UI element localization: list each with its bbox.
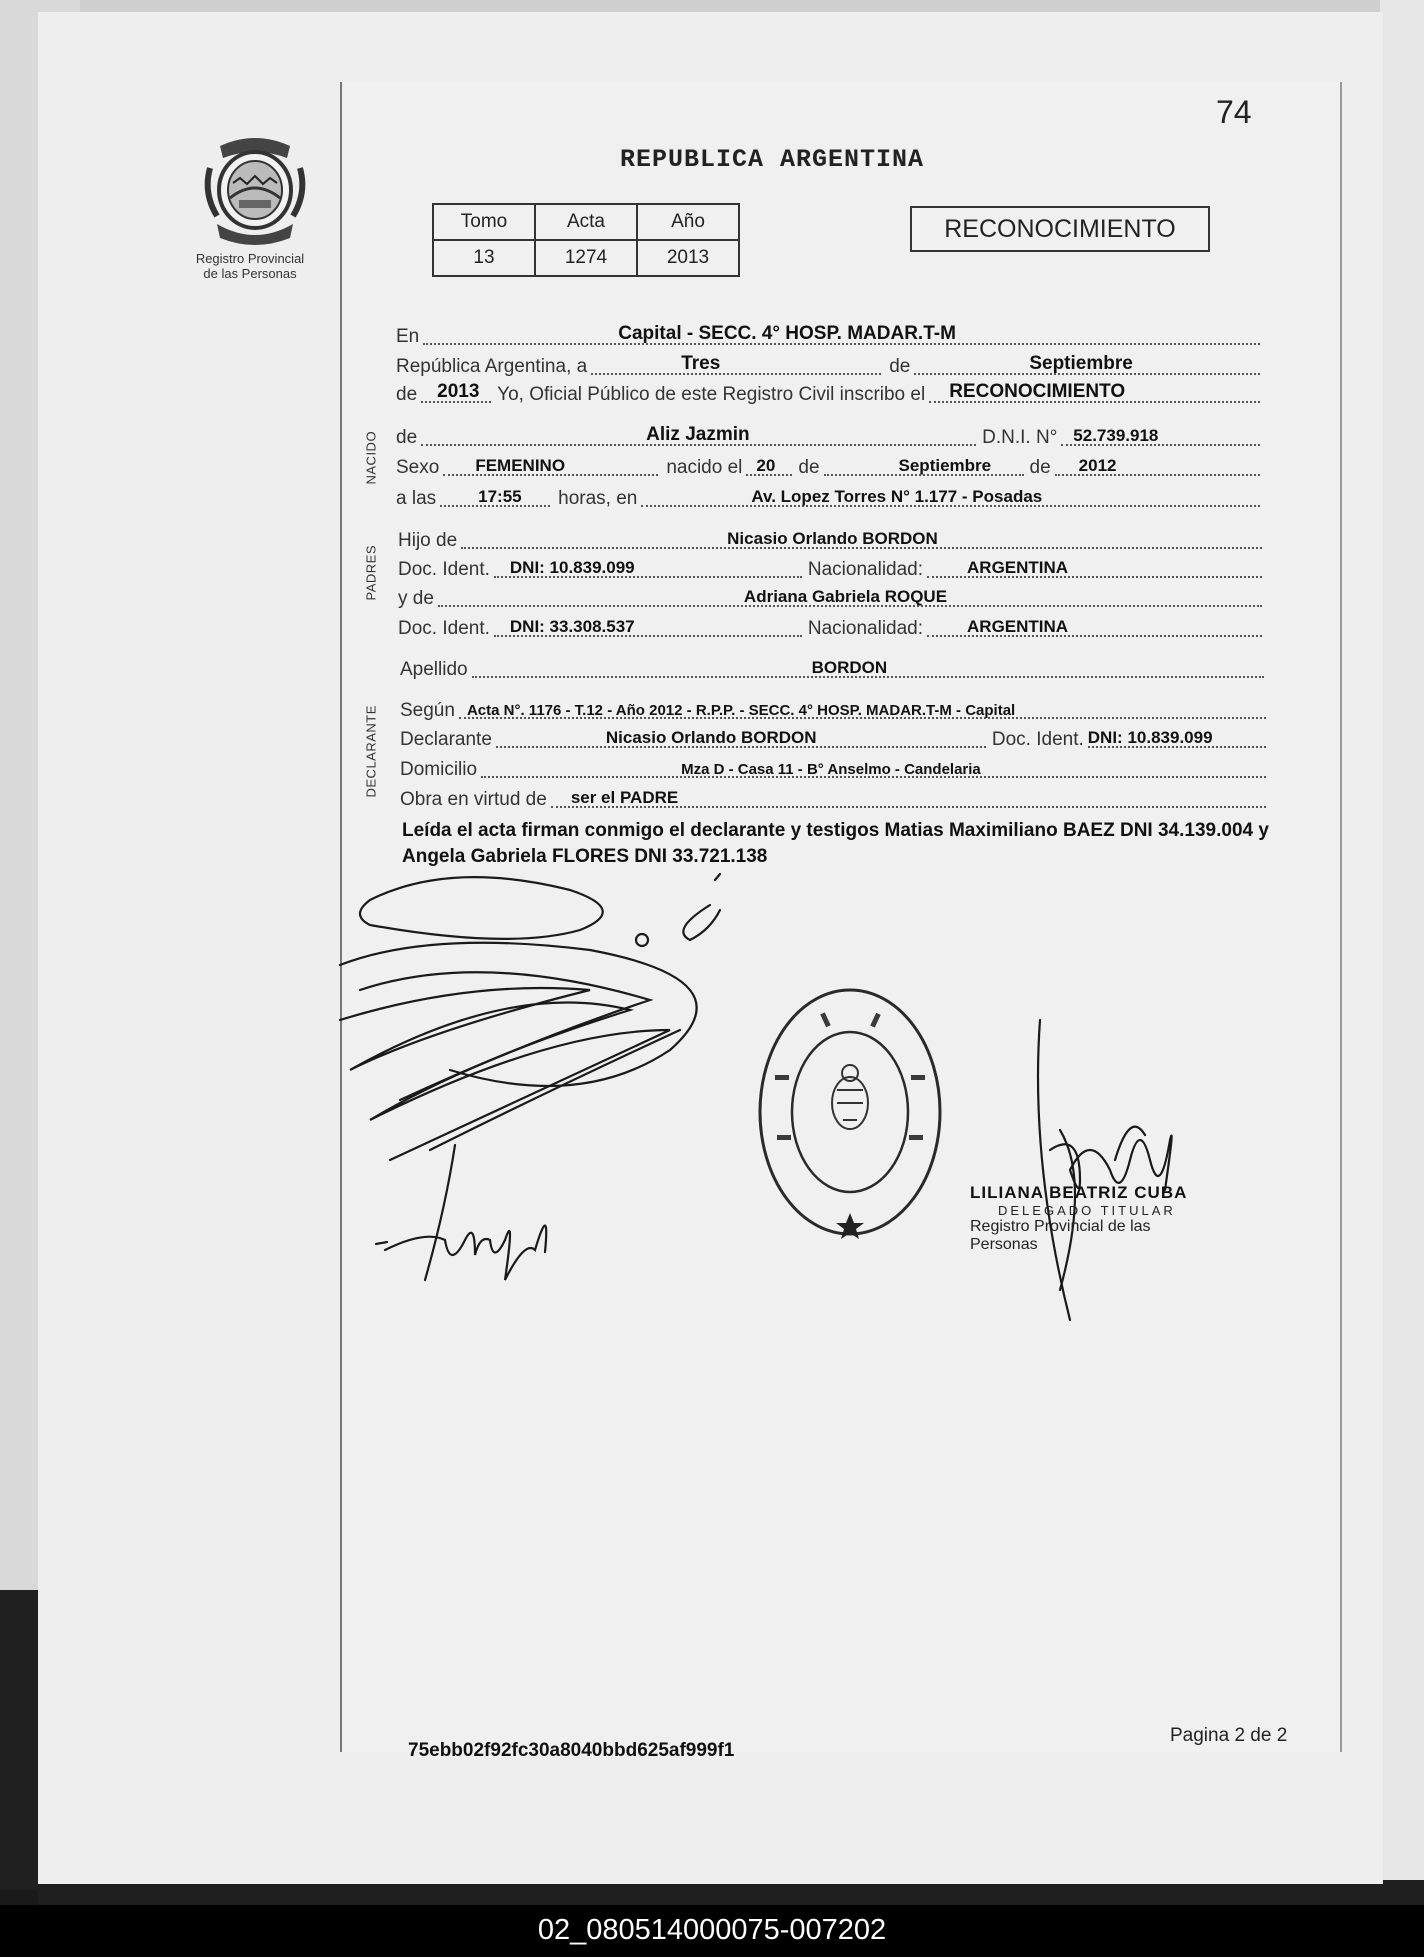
signatory-office: Registro Provincial de las Personas — [970, 1218, 1151, 1253]
side-label-nacido: NACIDO — [363, 430, 379, 485]
field-doc-madre — [398, 614, 1262, 640]
field-apellido-value: BORDON — [811, 658, 888, 677]
field-obra-label: Obra en virtud de — [400, 789, 547, 810]
field-segun-label: Según — [400, 700, 455, 721]
logo-caption-line2: de las Personas — [203, 266, 297, 281]
field-anio-inscribo — [396, 380, 1260, 406]
document-hash: 75ebb02f92fc30a8040bbd625af999f1 — [408, 1740, 735, 1761]
field-en-value: Capital - SECC. 4° HOSP. MADAR.T-M — [618, 323, 956, 344]
field-segun-value: Acta N°. 1176 - T.12 - Año 2012 - R.P.P. - SECC. 4° HOSP. MADAR.T-M - Capital — [466, 702, 1016, 719]
meta-value-anio: 2013 — [637, 240, 739, 276]
field-apellido — [400, 655, 1264, 681]
field-madre-value: Adriana Gabriela ROQUE — [743, 587, 948, 606]
folio-number: 74 — [1216, 94, 1252, 130]
field-nac-madre-label: Nacionalidad: — [807, 618, 924, 639]
registrar-signature-icon — [1020, 1010, 1190, 1330]
field-dni-value: 52.739.918 — [1073, 426, 1159, 445]
field-declarante — [400, 725, 1266, 751]
field-nacido-dia-value: 20 — [756, 456, 776, 475]
field-obra-value: ser el PADRE — [570, 788, 679, 807]
field-de-label: de — [889, 356, 911, 377]
field-declarante-label: Declarante — [400, 729, 492, 750]
meta-value-acta: 1274 — [535, 240, 637, 276]
field-republica-label: República Argentina, a — [396, 356, 588, 377]
field-hora-lugar — [396, 484, 1260, 510]
field-nacido-label: nacido el — [666, 457, 743, 478]
field-lugar-value: Av. Lopez Torres N° 1.177 - Posadas — [751, 487, 1043, 506]
field-nacido-mes-value: Septiembre — [898, 456, 992, 475]
field-domicilio-label: Domicilio — [400, 759, 478, 780]
field-de-anio-label: de — [396, 384, 418, 405]
field-nombre-value: Aliz Jazmin — [646, 424, 750, 445]
field-nombre — [396, 423, 1260, 449]
field-dia-value: Tres — [681, 353, 721, 374]
field-y-de — [398, 584, 1262, 610]
field-nombre-label: de — [396, 427, 418, 448]
field-apellido-label: Apellido — [400, 659, 468, 680]
field-doc-padre — [398, 555, 1262, 581]
field-nacido-anio-value: 2012 — [1078, 456, 1117, 475]
field-hijo-de — [398, 526, 1262, 552]
field-doc-padre-label: Doc. Ident. — [398, 559, 490, 580]
registry-oval-stamp-icon — [755, 985, 945, 1240]
side-label-padres: PADRES — [363, 545, 379, 601]
closing-statement: Leída el acta firman conmigo el declarante y testigos Matias Maximiliano BAEZ DNI 34.139.004 y Angela Gabriela FLORES DNI 33.721.138 — [402, 820, 1269, 867]
logo-caption — [175, 251, 325, 281]
tomo-acta-anio-table — [432, 203, 740, 277]
signatory-name: LILIANA BEATRIZ CUBA — [970, 1183, 1188, 1202]
page-indicator: Pagina 2 de 2 — [1170, 1725, 1288, 1746]
scan-background-left-dark — [0, 1590, 38, 1890]
field-segun — [400, 696, 1266, 722]
field-doc-padre-value: DNI: 10.839.099 — [509, 558, 635, 577]
field-nac-padre-value: ARGENTINA — [967, 558, 1069, 577]
field-y-de-label: y de — [398, 588, 434, 609]
field-en — [396, 322, 1260, 348]
field-hora-value: 17:55 — [478, 487, 522, 506]
field-doc-madre-label: Doc. Ident. — [398, 618, 490, 639]
scan-file-id: 02_080514000075-007202 — [0, 1905, 1424, 1957]
act-kind-box: RECONOCIMIENTO — [910, 206, 1210, 252]
field-nac-madre-value: ARGENTINA — [967, 617, 1069, 636]
side-label-declarante: DECLARANTE — [363, 705, 379, 798]
scan-background-right — [1380, 0, 1424, 1890]
field-nacido-de2-label: de — [1029, 457, 1051, 478]
field-inscribo-value: RECONOCIMIENTO — [949, 381, 1126, 402]
field-declarante-doc-value: DNI: 10.839.099 — [1087, 728, 1213, 747]
field-en-label: En — [396, 326, 420, 347]
meta-header-tomo: Tomo — [433, 204, 535, 240]
field-declarante-value: Nicasio Orlando BORDON — [605, 728, 817, 747]
field-horas-en-label: horas, en — [558, 488, 638, 509]
field-sexo-label: Sexo — [396, 457, 440, 478]
field-inscribo-text: Yo, Oficial Público de este Registro Civil inscribo el — [497, 384, 926, 405]
field-declarante-doc-label: Doc. Ident. — [991, 729, 1084, 750]
witness-signature-icon — [375, 1140, 575, 1290]
provincia-de-misiones-seal-icon — [195, 128, 315, 248]
field-anio-value: 2013 — [437, 381, 480, 402]
meta-value-tomo: 13 — [433, 240, 535, 276]
field-mes-value: Septiembre — [1029, 353, 1133, 374]
meta-header-acta: Acta — [535, 204, 637, 240]
field-fecha-inscripcion — [396, 352, 1260, 378]
field-sexo — [396, 453, 1260, 479]
signatory-block — [970, 1183, 1220, 1254]
field-dni-label: D.N.I. N° — [982, 427, 1058, 448]
field-obra — [400, 785, 1266, 811]
field-domicilio-value: Mza D - Casa 11 - B° Anselmo - Candelaria — [681, 761, 981, 778]
field-sexo-value: FEMENINO — [475, 456, 566, 475]
signatory-role: DELEGADO TITULAR — [998, 1203, 1176, 1218]
scan-background-top — [0, 0, 1424, 12]
field-doc-madre-value: DNI: 33.308.537 — [509, 617, 635, 636]
logo-caption-line1: Registro Provincial — [195, 251, 305, 266]
document-title: REPUBLICA ARGENTINA — [620, 145, 925, 174]
meta-header-anio: Año — [637, 204, 739, 240]
field-nacido-de-label: de — [798, 457, 820, 478]
field-domicilio — [400, 755, 1266, 781]
field-hora-label: a las — [396, 488, 437, 509]
field-hijo-label: Hijo de — [398, 530, 458, 551]
field-nac-padre-label: Nacionalidad: — [807, 559, 924, 580]
field-padre-value: Nicasio Orlando BORDON — [727, 529, 938, 548]
